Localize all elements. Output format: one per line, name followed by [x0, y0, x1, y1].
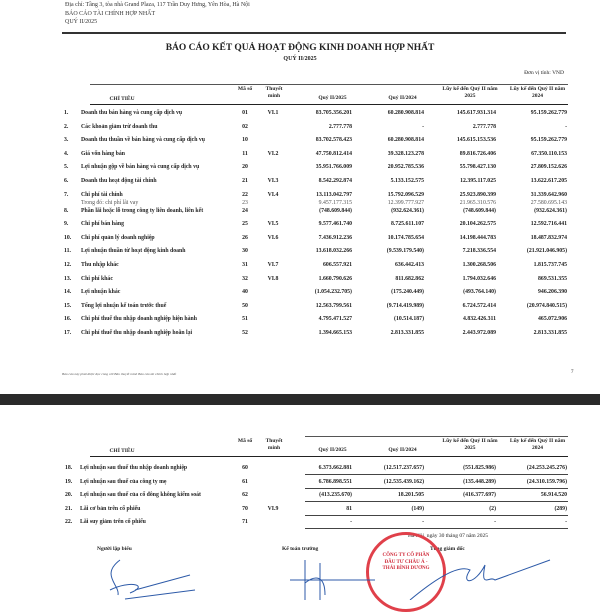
value-ytd-2025: 7.218.336.554	[462, 248, 496, 255]
row-label: Lãi cơ bản trên cổ phiếu	[80, 505, 141, 512]
value-ytd-2025: 89.816.726.406	[459, 150, 496, 157]
value-q2-2025: 9.577.461.740	[318, 221, 352, 228]
value-ytd-2025: 12.395.117.025	[460, 178, 496, 184]
column-header-code: Mã số	[237, 438, 253, 444]
row-number: 2.	[64, 123, 69, 130]
value-ytd-2025: 14.198.444.783	[459, 234, 496, 241]
value-q2-2024: 10.174.785.654	[387, 234, 424, 241]
value-q2-2024: (10.514.187)	[394, 316, 424, 323]
row-rule	[305, 501, 568, 502]
value-q2-2025: 83.702.578.423	[315, 137, 352, 144]
value-q2-2025: 9.457.177.315	[318, 199, 352, 206]
table-row	[0, 316, 600, 328]
column-header-item: CHỈ TIÊU	[109, 96, 135, 102]
chief-accountant-label: Kế toán trưởng	[282, 546, 319, 552]
column-header-q2_2025: Quý II/2025	[318, 447, 347, 453]
value-ytd-2024: (932.624.361)	[534, 207, 567, 214]
value-ytd-2024: 13.622.617.205	[530, 178, 567, 184]
row-code: 52	[242, 330, 248, 336]
table-row	[0, 330, 600, 342]
value-ytd-2024: -	[565, 123, 567, 130]
value-ytd-2025: 1.794.032.646	[462, 275, 496, 282]
row-label: Thu nhập khác	[81, 262, 119, 268]
value-ytd-2025: 55.798.427.130	[459, 164, 496, 171]
value-q2-2025: 606.557.921	[323, 262, 352, 268]
value-q2-2024: 39.328.123.278	[387, 150, 424, 157]
table-row	[0, 303, 600, 315]
value-ytd-2024: 946.206.390	[538, 289, 567, 296]
value-ytd-2024: 12.592.716.441	[530, 221, 567, 228]
value-q2-2024: (9.539.179.540)	[386, 248, 424, 255]
value-ytd-2025: (135.448.289)	[463, 478, 496, 485]
row-label: Chi phí thuế thu nhập doanh nghiệp hiện hành	[81, 316, 197, 323]
row-number: 22.	[65, 519, 73, 525]
row-label: Giá vốn hàng bán	[81, 150, 125, 157]
header-rule-bottom	[90, 456, 568, 457]
table-row	[0, 178, 600, 190]
value-q2-2024: 18.201.505	[397, 492, 424, 498]
value-q2-2025: 47.750.812.414	[315, 150, 352, 157]
value-ytd-2025: 25.923.890.399	[459, 191, 496, 198]
table-row	[0, 262, 600, 274]
value-q2-2024: (932.624.361)	[391, 207, 424, 214]
value-ytd-2025: -	[494, 519, 496, 525]
row-code: 40	[242, 289, 248, 296]
table-row	[0, 164, 600, 176]
value-ytd-2024: -	[565, 519, 567, 525]
row-number: 17.	[64, 330, 72, 336]
row-code: 26	[242, 234, 248, 241]
value-ytd-2025: 6.724.572.414	[462, 302, 496, 309]
value-q2-2025: 6.786.898.551	[318, 478, 352, 485]
value-q2-2025: 13.618.032.266	[315, 248, 352, 255]
row-label: Doanh thu hoạt động tài chính	[81, 178, 157, 184]
row-note: VI.4	[267, 191, 279, 198]
row-code: 31	[242, 262, 248, 268]
row-label: Chi phí khác	[81, 275, 113, 282]
table-row	[0, 124, 600, 136]
header-rule	[62, 32, 566, 34]
row-code: 21	[242, 178, 248, 184]
value-ytd-2024: 27.580.695.143	[530, 199, 567, 206]
row-rule	[305, 515, 568, 516]
table-row	[0, 519, 600, 531]
row-code: 60	[242, 465, 248, 471]
value-q2-2024: 636.442.413	[395, 262, 424, 268]
row-note: VI.6	[267, 234, 279, 241]
value-ytd-2024: (24.253.245.276)	[526, 465, 567, 471]
row-code: 23	[242, 199, 248, 206]
row-note: VI.7	[267, 262, 279, 268]
row-number: 4.	[64, 150, 69, 157]
value-ytd-2024: 95.159.262.779	[530, 110, 567, 116]
ceo-label: Tổng giám đốc	[430, 546, 465, 552]
table-row	[0, 289, 600, 301]
value-ytd-2024: 56.914.520	[540, 492, 567, 498]
value-ytd-2024: 465.072.906	[538, 316, 567, 323]
value-q2-2024: (12.535.439.162)	[383, 478, 424, 485]
row-label: Chi phí bán hàng	[81, 221, 125, 228]
value-q2-2025: 8.542.292.874	[318, 178, 352, 184]
value-q2-2025: 6.373.662.881	[318, 465, 352, 471]
row-number: 6.	[64, 178, 69, 184]
table-row	[0, 248, 600, 260]
value-q2-2025: 13.113.042.797	[316, 191, 352, 198]
row-number: 1.	[64, 110, 69, 116]
value-q2-2025: (1.054.232.705)	[314, 289, 352, 296]
value-ytd-2025: 21.965.310.576	[459, 199, 496, 206]
row-code: 62	[242, 492, 248, 498]
stamp-text: CÔNG TY CỔ PHẦN ĐẦU TƯ CHÂU Á - THÁI BÌNH DƯƠNG	[382, 553, 430, 571]
value-ytd-2024: 2.813.331.855	[533, 330, 567, 336]
value-ytd-2024: (24.310.159.796)	[526, 478, 567, 485]
row-number: 7.	[64, 191, 69, 198]
preparer-signature	[90, 555, 200, 600]
row-label: Doanh thu bán hàng và cung cấp dịch vụ	[81, 110, 183, 116]
value-q2-2025: 1.394.665.153	[318, 330, 352, 336]
value-ytd-2024: 27.809.152.626	[530, 164, 567, 171]
value-q2-2024: 2.813.331.855	[390, 330, 424, 336]
value-q2-2025: 4.795.471.527	[318, 316, 352, 323]
value-ytd-2025: 1.300.268.506	[462, 262, 496, 268]
value-ytd-2024: 869.531.355	[538, 275, 567, 282]
row-note: VI.8	[267, 275, 279, 282]
value-q2-2025: -	[350, 519, 352, 525]
value-ytd-2025: 145.615.153.536	[456, 137, 496, 144]
page-separator	[0, 394, 600, 405]
table-row	[0, 137, 600, 149]
row-number: 18.	[65, 465, 73, 471]
row-label: Lợi nhuận sau thuế của cổ đông không kiểm soát	[80, 492, 201, 498]
row-code: 10	[242, 137, 248, 144]
row-number: 12.	[64, 262, 72, 268]
value-q2-2024: 60.280.908.814	[387, 137, 424, 144]
value-ytd-2025: 20.104.262.575	[459, 221, 496, 228]
value-q2-2024: 8.725.611.107	[390, 221, 424, 228]
page-title: BÁO CÁO KẾT QUẢ HOẠT ĐỘNG KINH DOANH HỢP NHẤT	[165, 43, 435, 53]
row-code: 71	[242, 519, 248, 525]
row-label: Chi phí tài chính	[81, 191, 123, 198]
company-address: Địa chỉ: Tầng 3, tòa nhà Grand Plaza, 117 Trần Duy Hưng, Yên Hòa, Hà Nội	[65, 2, 250, 8]
value-ytd-2025: 145.617.931.314	[456, 110, 496, 116]
value-q2-2024: (175.240.449)	[391, 289, 424, 296]
row-number: 3.	[64, 137, 69, 144]
row-code: 11	[242, 150, 248, 157]
chief-accountant-signature	[280, 555, 390, 600]
value-q2-2025: 81	[346, 505, 352, 512]
row-code: 30	[242, 248, 248, 255]
table-row	[0, 492, 600, 504]
row-number: 5.	[64, 164, 69, 171]
value-ytd-2024: 95.159.262.779	[530, 137, 567, 144]
value-q2-2025: 12.563.799.561	[315, 302, 352, 309]
value-q2-2025: 83.705.356.201	[315, 110, 352, 116]
value-ytd-2025: 2.443.972.089	[462, 330, 496, 336]
row-number: 14.	[64, 289, 72, 296]
row-label: Trong đó: chi phí lãi vay	[81, 199, 139, 206]
row-label: Tổng lợi nhuận kế toán trước thuế	[81, 302, 167, 309]
value-q2-2024: 20.952.785.536	[387, 164, 424, 171]
row-label: Doanh thu thuần về bán hàng và cung cấp dịch vụ	[81, 137, 206, 144]
value-ytd-2024: (289)	[554, 505, 567, 512]
row-label: Chi phí thuế thu nhập doanh nghiệp hoãn lại	[81, 330, 193, 336]
value-ytd-2024: 18.487.832.974	[530, 234, 567, 241]
row-code: 51	[242, 316, 248, 323]
row-code: 24	[242, 207, 248, 214]
page-subtitle: QUÝ II/2025	[283, 56, 317, 62]
value-ytd-2025: (493.764.140)	[463, 289, 496, 296]
preparer-label: Người lập biểu	[97, 546, 132, 552]
column-header-note: Thuyết minh	[265, 86, 283, 99]
row-rule	[305, 488, 568, 489]
table-row	[0, 151, 600, 163]
value-q2-2024: 5.133.152.575	[390, 178, 424, 184]
value-q2-2025: 2.777.778	[328, 123, 352, 130]
row-note: VI.3	[267, 178, 279, 184]
row-code: 61	[242, 478, 248, 485]
value-q2-2025: 1.660.790.626	[318, 275, 352, 282]
row-rule	[305, 528, 568, 529]
table-row	[0, 506, 600, 518]
report-type: BÁO CÁO TÀI CHÍNH HỢP NHẤT	[65, 11, 156, 17]
value-q2-2024: 15.792.096.529	[387, 191, 424, 198]
row-number: 9.	[64, 221, 69, 228]
table-row	[0, 479, 600, 491]
row-number: 11.	[64, 248, 71, 255]
column-header-ytd_2024: Lũy kế đến Quý II năm 2024	[509, 438, 566, 451]
value-ytd-2024: 31.339.642.960	[530, 191, 567, 198]
row-code: 20	[242, 164, 248, 171]
ceo-signature	[400, 555, 560, 600]
row-number: 21.	[65, 505, 73, 512]
value-ytd-2025: (748.609.844)	[463, 207, 496, 214]
value-ytd-2025: 2.777.778	[472, 123, 496, 130]
table-row	[0, 235, 600, 247]
table-row	[0, 208, 600, 220]
table-row	[0, 221, 600, 233]
row-number: 20.	[65, 492, 73, 498]
header-rule-top	[305, 436, 568, 437]
row-number: 15.	[64, 302, 72, 309]
row-code: 02	[242, 123, 248, 130]
header-rule-top	[90, 84, 568, 85]
column-header-q2_2024: Quý II/2024	[388, 447, 417, 453]
row-label: Phần lãi hoặc lỗ trong công ty liên doanh, liên kết	[81, 207, 204, 214]
value-q2-2024: 12.399.777.927	[387, 199, 424, 206]
column-header-ytd_2025: Lũy kế đến Quý II năm 2025	[442, 86, 498, 99]
column-header-note: Thuyết minh	[265, 438, 283, 451]
table-row	[0, 465, 600, 477]
row-label: Lợi nhuận gộp về bán hàng và cung cấp dịch vụ	[81, 164, 200, 171]
row-number: 16.	[64, 316, 72, 323]
column-header-ytd_2025: Lũy kế đến Quý II năm 2025	[442, 438, 498, 451]
report-period: QUÝ II/2025	[65, 19, 98, 25]
table-row	[0, 276, 600, 288]
row-label: Lợi nhuận sau thuế thu nhập doanh nghiệp	[80, 465, 188, 471]
column-header-ytd_2024: Lũy kế đến Quý II năm 2024	[509, 86, 566, 99]
value-q2-2024: 60.280.908.814	[387, 110, 424, 116]
row-note: VI.1	[267, 110, 279, 116]
row-rule	[305, 474, 568, 475]
row-number: 8.	[64, 207, 69, 214]
value-ytd-2024: (21.921.046.905)	[526, 248, 567, 255]
row-code: 32	[242, 275, 248, 282]
value-ytd-2024: (20.974.840.515)	[526, 302, 567, 309]
currency-unit: Đơn vị tính: VND	[524, 70, 564, 76]
row-number: 19.	[65, 478, 73, 485]
row-label: Lãi suy giảm trên cổ phiếu	[80, 519, 146, 525]
row-code: 50	[242, 302, 248, 309]
column-header-q2_2025: Quý II/2025	[318, 95, 347, 101]
value-q2-2025: 7.436.912.236	[318, 234, 352, 241]
column-header-item: CHỈ TIÊU	[109, 448, 135, 454]
value-ytd-2024: 67.350.110.153	[531, 150, 567, 157]
sign-date: Hà Nội, ngày 30 tháng 07 năm 2025	[408, 533, 489, 539]
row-label: Lợi nhuận thuần từ hoạt động kinh doanh	[81, 248, 186, 255]
value-q2-2025: 35.951.766.009	[315, 164, 352, 171]
value-q2-2025: (413.235.670)	[319, 492, 352, 498]
value-q2-2024: (149)	[411, 505, 424, 512]
row-note: VI.9	[267, 505, 279, 512]
page-number: 7	[571, 370, 574, 375]
value-ytd-2025: (416.377.697)	[463, 492, 496, 498]
row-label: Chi phí quản lý doanh nghiệp	[81, 234, 155, 241]
value-q2-2024: (12.517.237.657)	[383, 465, 424, 471]
column-header-code: Mã số	[237, 86, 253, 92]
value-q2-2024: -	[422, 123, 424, 130]
value-ytd-2025: 4.832.426.311	[462, 316, 496, 323]
table-row	[0, 110, 600, 122]
row-note: VI.2	[267, 150, 279, 157]
header-rule-bottom	[90, 104, 568, 105]
value-ytd-2024: 1.815.737.745	[533, 262, 567, 268]
row-code: 25	[242, 221, 248, 228]
column-header-q2_2024: Quý II/2024	[388, 95, 417, 101]
row-label: Lợi nhuận sau thuế của công ty mẹ	[80, 478, 167, 485]
row-label: Lợi nhuận khác	[81, 289, 121, 296]
value-ytd-2025: (551.825.986)	[463, 465, 496, 471]
value-ytd-2025: (2)	[489, 505, 496, 512]
row-code: 70	[242, 505, 248, 512]
row-code: 01	[242, 110, 248, 116]
footnote: Báo cáo này phải được đọc cùng với Bản thuyết minh Báo cáo tài chính hợp nhất	[62, 372, 177, 376]
value-q2-2024: (9.714.419.989)	[386, 302, 424, 309]
row-label: Các khoản giảm trừ doanh thu	[81, 123, 158, 130]
row-number: 10.	[64, 234, 72, 241]
value-q2-2024: -	[422, 519, 424, 525]
value-q2-2024: 811.682.862	[395, 275, 424, 282]
row-number: 13.	[64, 275, 72, 282]
row-code: 22	[242, 191, 248, 198]
value-q2-2025: (748.609.844)	[319, 207, 352, 214]
row-note: VI.5	[267, 221, 279, 228]
